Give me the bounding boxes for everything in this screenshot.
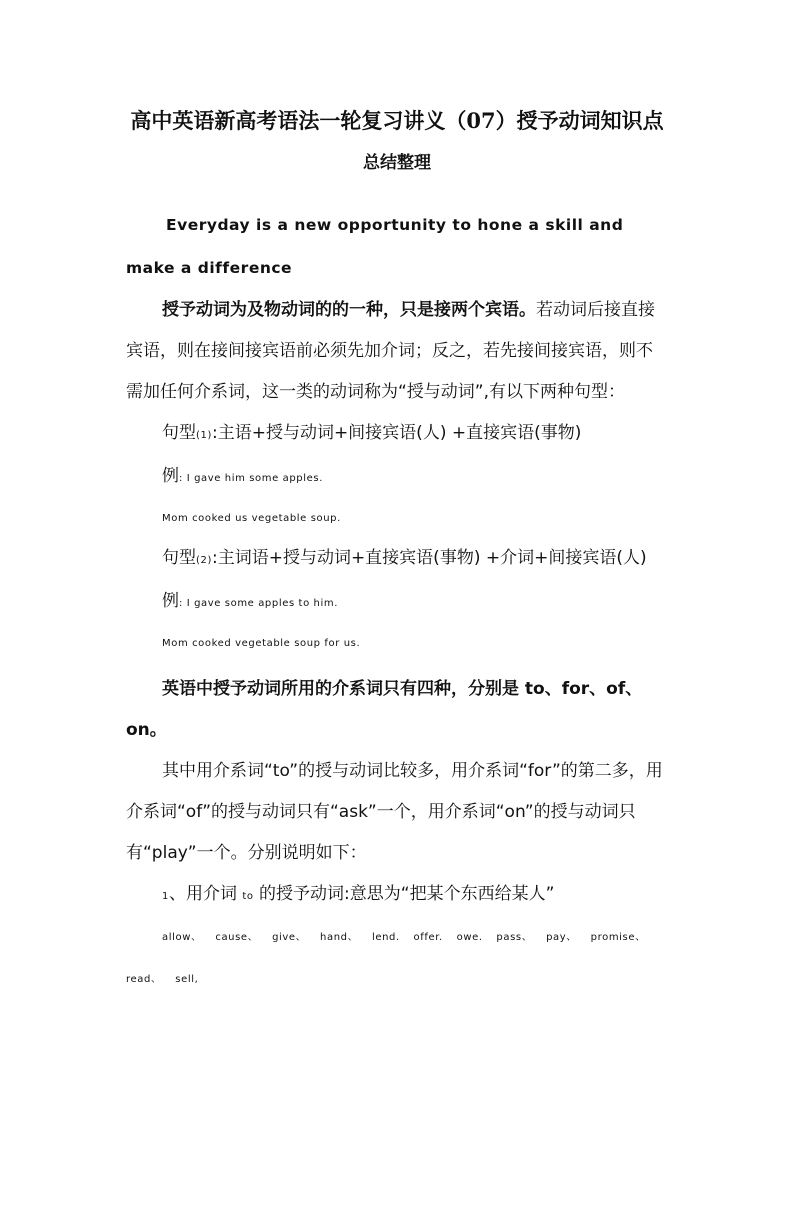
pattern-1-text: :主语+授与动词+间接宾语(人) xyxy=(211,423,447,443)
section-1-text1: 、用介词 xyxy=(168,884,237,904)
title-line-1: 高中英语新高考语法一轮复习讲义（07）授予动词知识点 xyxy=(130,108,664,133)
pattern-1-example xyxy=(126,456,668,499)
section-1-text2: 的授予动词:意思为“把某个东西给某人” xyxy=(259,884,555,904)
verbs-line-2: read、 sell, xyxy=(126,974,199,985)
example-text: : I gave him some apples. xyxy=(179,473,323,484)
intro-bold: 授予动词为及物动词的的一种，只是接两个宾语。 xyxy=(162,300,536,320)
document-title xyxy=(126,100,668,184)
pattern-1-text2: +直接宾语(事物) xyxy=(451,423,582,443)
pattern-2-text: :主词语+授与动词+直接宾语(事物) xyxy=(211,548,481,568)
title-line-2: 总结整理 xyxy=(363,153,431,173)
intro-rest: 若动词后接直接宾语，则在接间接宾语前必须先加介词；反之，若先接间接宾语，则不需加任何介系词，这一类的动词称为“授与动词”,有以下两种句型： xyxy=(126,300,655,402)
pattern-1-num: (1) xyxy=(196,430,212,441)
pattern-2-example-2: Mom cooked vegetable soup for us. xyxy=(162,638,361,649)
motto: Everyday is a new opportunity to hone a skill and make a difference xyxy=(126,216,624,277)
pattern-2-text2: +介词+间接宾语(人) xyxy=(485,548,647,568)
section-1-small: to xyxy=(242,891,254,902)
example-text: : I gave some apples to him. xyxy=(179,598,338,609)
pattern-1 xyxy=(126,413,668,456)
pattern-2-prefix: 句型 xyxy=(162,548,196,568)
pattern-2-example xyxy=(126,581,668,624)
section-1-num: 1 xyxy=(162,891,169,902)
verbs-line-1: allow、 cause、 give、 hand、 lend. offer. owe. pass、 pay、 promise、 xyxy=(162,932,646,943)
example-label: 例 xyxy=(162,591,179,611)
example-label: 例 xyxy=(162,466,179,486)
pattern-2-num: (2) xyxy=(196,555,212,566)
pattern-2 xyxy=(126,538,668,581)
intro-paragraph xyxy=(126,290,668,413)
prepositions-heading: 英语中授予动词所用的介系词只有四种，分别是 to、for、of、on。 xyxy=(126,679,643,740)
pattern-1-prefix: 句型 xyxy=(162,423,196,443)
document-page xyxy=(0,100,794,1223)
section-1-heading xyxy=(126,874,668,917)
explain-paragraph: 其中用介系词“to”的授与动词比较多，用介系词“for”的第二多，用介系词“of”的授与动词只有“ask”一个，用介系词“on”的授与动词只有“play”一个。分别说明如下： xyxy=(126,761,663,863)
pattern-1-example-2: Mom cooked us vegetable soup. xyxy=(162,513,341,524)
